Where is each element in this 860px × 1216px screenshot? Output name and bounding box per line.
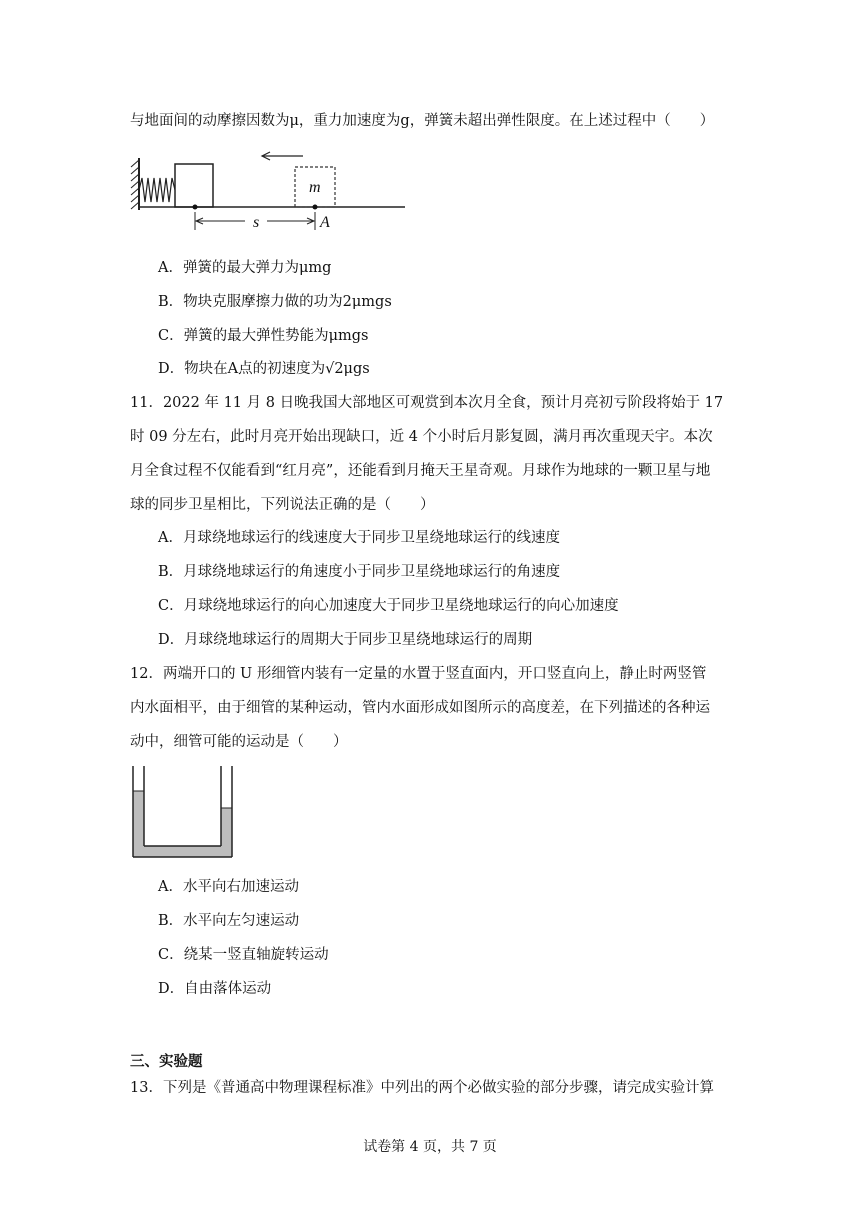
q10-intro: 与地面间的动摩擦因数为μ，重力加速度为g，弹簧未超出弹性限度。在上述过程中（ ）	[130, 113, 715, 129]
point-label: A	[320, 214, 330, 230]
q10-option-b: B．物块克服摩擦力做的功为2μmgs	[158, 294, 392, 310]
q11-option-b: B．月球绕地球运行的角速度小于同步卫星绕地球运行的角速度	[158, 564, 561, 580]
mass-label: m	[309, 179, 321, 196]
q11-line-4: 球的同步卫星相比，下列说法正确的是（ ）	[130, 497, 435, 513]
q11-option-d: D．月球绕地球运行的周期大于同步卫星绕地球运行的周期	[158, 632, 533, 648]
spring	[139, 178, 175, 202]
block	[175, 164, 213, 207]
q12-option-b: B．水平向左匀速运动	[158, 913, 300, 929]
spring-block-figure	[125, 150, 415, 230]
q10-option-c: C．弹簧的最大弹性势能为μmgs	[158, 328, 369, 344]
u-tube-figure	[128, 766, 238, 861]
distance-label: s	[253, 214, 260, 230]
section-title: 三、实验题	[130, 1053, 203, 1070]
q10-option-d: D．物块在A点的初速度为√2μgs	[158, 361, 370, 377]
q11-option-c: C．月球绕地球运行的向心加速度大于同步卫星绕地球运行的向心加速度	[158, 598, 619, 614]
q12-option-c: C．绕某一竖直轴旋转运动	[158, 947, 329, 963]
q12-option-a: A．水平向右加速运动	[158, 879, 299, 895]
q11-line-3: 月全食过程不仅能看到“红月亮”，还能看到月掩天王星奇观。月球作为地球的一颗卫星与地	[130, 463, 711, 479]
q12-line-3: 动中，细管可能的运动是（ ）	[130, 734, 348, 750]
q12-line-1: 12．两端开口的 U 形细管内装有一定量的水置于竖直面内，开口竖直向上，静止时两竖管	[130, 666, 707, 682]
q10-option-a: A．弹簧的最大弹力为μmg	[158, 260, 332, 276]
q11-line-1: 11．2022 年 11 月 8 日晚我国大部地区可观赏到本次月全食，预计月亮初亏阶段将始于 17	[130, 395, 724, 411]
q12-option-d: D．自由落体运动	[158, 981, 272, 997]
q12-line-2: 内水面相平，由于细管的某种运动，管内水面形成如图所示的高度差，在下列描述的各种运	[130, 700, 710, 716]
q11-option-a: A．月球绕地球运行的线速度大于同步卫星绕地球运行的线速度	[158, 530, 560, 546]
q13-line: 13．下列是《普通高中物理课程标准》中列出的两个必做实验的部分步骤，请完成实验计算	[130, 1080, 714, 1096]
page-footer: 试卷第 4 页，共 7 页	[363, 1139, 497, 1155]
q11-line-2: 时 09 分左右，此时月亮开始出现缺口，近 4 个小时后月影复圆，满月再次重现天宇。本次	[130, 429, 713, 445]
